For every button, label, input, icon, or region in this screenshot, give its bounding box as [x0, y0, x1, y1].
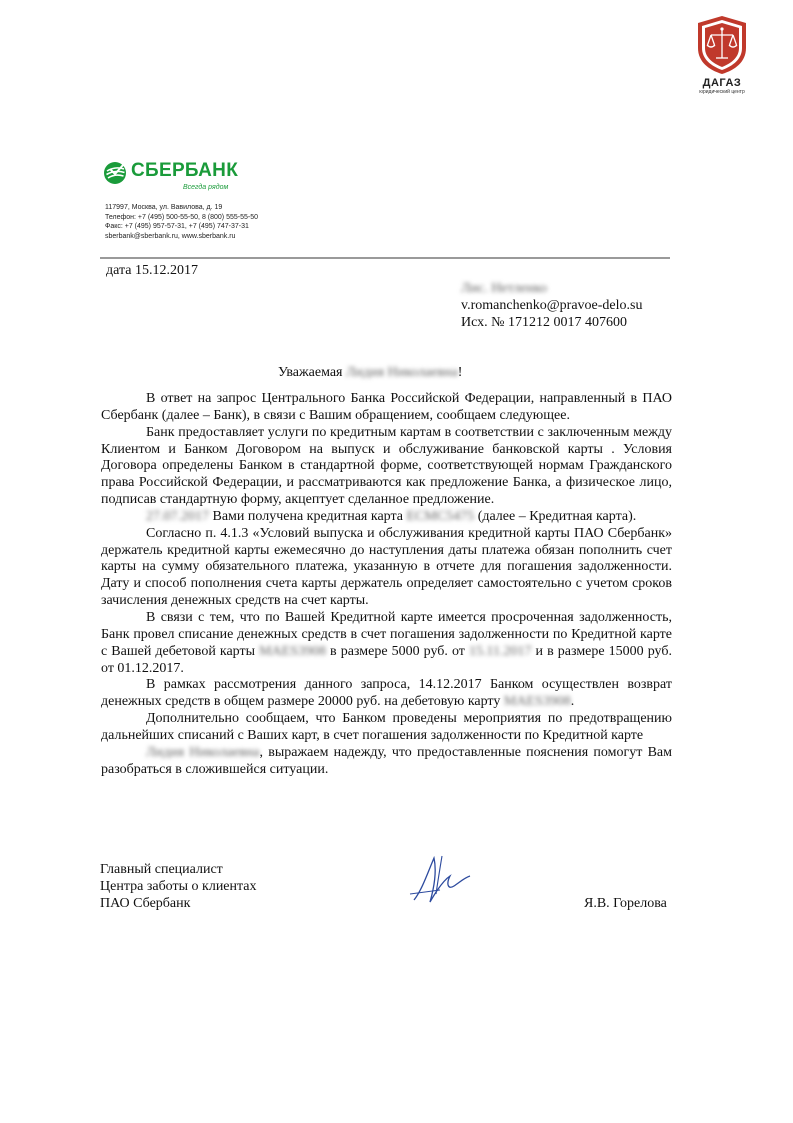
bank-contacts — [105, 203, 258, 241]
sberbank-emblem-icon — [103, 161, 127, 185]
letter-body — [101, 391, 672, 778]
header-divider — [100, 257, 670, 259]
paragraph-closing: Лидия Николаевна, выражаем надежду, что предоставленные пояснения помогут Вам разобраться в сложившейся ситуации. — [101, 744, 672, 777]
bank-address: 117997, Москва, ул. Вавилова, д. 19 — [105, 204, 223, 211]
signer-position: Главный специалист — [100, 862, 223, 877]
outgoing-number: Исх. № 171212 0017 407600 — [461, 315, 627, 330]
refund-card-number-redacted: MAES3908 — [503, 694, 571, 710]
dagaz-logo — [690, 14, 754, 100]
signer-name: Я.В. Горелова — [584, 896, 667, 911]
bank-phone: Телефон: +7 (495) 500-55-50, 8 (800) 555-55-50 — [105, 213, 258, 221]
dagaz-name: ДАГАЗ — [702, 77, 742, 89]
signer-organization: ПАО Сбербанк — [100, 896, 191, 911]
closing-name-redacted: Лидия Николаевна — [146, 744, 260, 760]
dagaz-subtitle: юридический центр — [699, 89, 745, 95]
sberbank-logo — [103, 160, 243, 200]
bank-email-web: sberbank@sberbank.ru, www.sberbank.ru — [105, 232, 236, 240]
signature-block — [100, 861, 257, 912]
paragraph-terms: Согласно п. 4.1.3 «Условий выпуска и обслуживания кредитной карты ПАО Сбербанк» держатель кредитной карты ежемесячно до наступления даты платежа обязан пополнить счет карты на сумму обязательного платежа, указанную в отчете для погашения задолженности. Дату и способ пополнения счета карты держатель определяет самостоятельно с учетом сроков зачисления денежных средств на счет карты. — [101, 525, 672, 609]
card-issue-date-redacted: 27.07.2017 — [146, 508, 209, 524]
bank-fax: Факс: +7 (495) 957-57-31, +7 (495) 747-37-31 — [105, 223, 249, 231]
paragraph-debit: В связи с тем, что по Вашей Кредитной карте имеется просроченная задолженность, Банк провел списание денежных средств в счет погашения задолженности по Кредитной карте с Вашей дебетовой карты MAES3908 в размере 5000 руб. от 15.11.2017 и в размере 15000 руб. от 01.12.2017. — [101, 609, 672, 676]
greeting-prefix: Уважаемая — [278, 365, 343, 380]
greeting — [278, 364, 462, 381]
addressee-block — [461, 280, 642, 331]
bank-slogan: Всегда рядом — [183, 184, 229, 191]
paragraph-card-issued: 27.07.2017 Вами получена кредитная карта ECMC5475 (далее – Кредитная карта). — [146, 508, 637, 524]
handwritten-signature — [404, 850, 478, 910]
paragraph-agreement: Банк предоставляет услуги по кредитным картам в соответствии с заключенным между Клиентом и Банком Договором на выпуск и обслуживание банковской карты . Условия Договора определены Банком в стандартной форме, соответствующей нормам Гражданского права Российской Федерации, и рассматриваются как предложение Банка, а физическое лицо, подписав стандартную форму, акцептует сделанное предложение. — [101, 424, 672, 508]
paragraph-refund: В рамках рассмотрения данного запроса, 14.12.2017 Банком осуществлен возврат денежных средств в общем размере 20000 руб. на дебетовую карту MAES3908. — [101, 677, 672, 710]
debit-date-redacted: 15.11.2017 — [469, 643, 532, 659]
document-date: дата 15.12.2017 — [106, 263, 198, 278]
scales-of-justice-icon — [695, 14, 749, 76]
bank-name: СБЕРБАНК — [131, 160, 239, 181]
credit-card-number-redacted: ECMC5475 — [406, 508, 475, 524]
greeting-suffix: ! — [457, 365, 463, 380]
debit-card-number-redacted: MAES3908 — [259, 643, 326, 659]
signer-department: Центра заботы о клиентах — [100, 879, 257, 894]
paragraph-measures: Дополнительно сообщаем, что Банком проведены мероприятия по предотвращению дальнейших списаний с Ваших карт, в счет погашения задолженности по Кредитной карте — [101, 711, 672, 743]
paragraph-request: В ответ на запрос Центрального Банка Российской Федерации, направленный в ПАО Сбербанк (далее – Банк), в связи с Вашим обращением, сообщаем следующее. — [101, 391, 672, 423]
greeting-name-redacted: Лидия Николаевна — [346, 365, 458, 380]
addressee-name-redacted: Лис. Нетленко — [461, 281, 548, 296]
addressee-email: v.romanchenko@pravoe-delo.su — [461, 298, 643, 313]
